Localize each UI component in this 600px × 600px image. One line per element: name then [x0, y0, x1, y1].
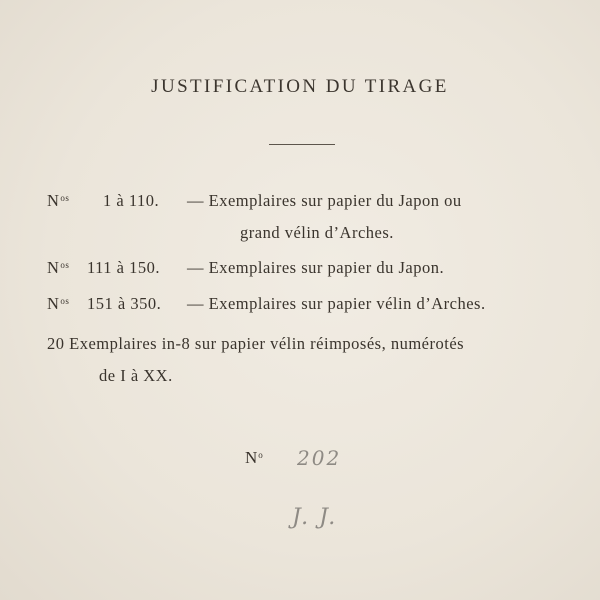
entry-2-prefix: N: [47, 258, 60, 277]
entry-1-prefix: N: [47, 191, 60, 210]
initials-handwritten: J. J.: [292, 505, 338, 530]
entry-3: [47, 294, 69, 314]
entry-3-sup: os: [60, 296, 70, 306]
entry-2: [47, 258, 69, 278]
entry-1-range: 1 à 110.: [103, 191, 160, 210]
entry-1: [47, 191, 69, 211]
entry-2-text: — Exemplaires sur papier du Japon.: [187, 258, 445, 277]
note-line-2: de I à XX.: [99, 366, 173, 385]
entry-3-prefix: N: [47, 294, 60, 313]
entry-1-sup: os: [60, 193, 70, 203]
entry-1-text2: grand vélin d’Arches.: [240, 223, 394, 242]
entry-2-range: 111 à 150.: [87, 258, 160, 277]
entry-3-text: — Exemplaires sur papier vélin d’Arches.: [187, 294, 486, 313]
copy-number-label: [245, 448, 263, 468]
title-rule: [269, 144, 335, 145]
entry-1-text: — Exemplaires sur papier du Japon ou: [187, 191, 462, 210]
entry-3-range: 151 à 350.: [87, 294, 162, 313]
entry-2-sup: os: [60, 260, 70, 270]
page-title: JUSTIFICATION DU TIRAGE: [151, 76, 449, 97]
note-line-1: 20 Exemplaires in-8 sur papier vélin réimposés, numérotés: [47, 334, 465, 353]
copy-number-handwritten: 202: [297, 446, 342, 470]
copy-number-sup: o: [258, 450, 263, 460]
copy-number-prefix: N: [245, 448, 258, 467]
